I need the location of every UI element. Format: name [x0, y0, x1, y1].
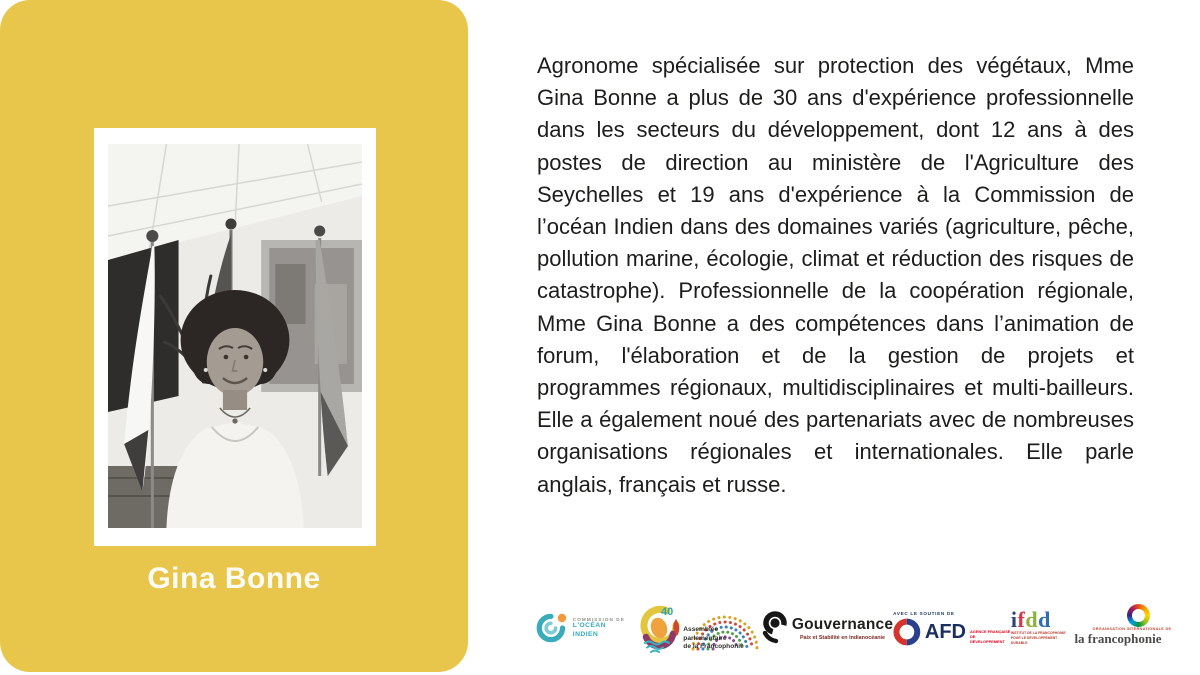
biography-text: Agronome spécialisée sur protection des végétaux, Mme Gina Bonne a plus de 30 ans d'expérience professionnelle dans les secteurs du développement, dont 12 ans à des postes de direction au ministère de l'Agriculture des Seychelles et 19 ans d'expérience à la Commission de l’océan Indien dans des domaines variés (agriculture, pêche, pollution marine, écologie, climat et réduction des risques de catastrophe). Professionnelle de la coopération régionale, Mme Gina Bonne a des compétences dans l’animation de forum, l'élaboration et de la gestion de projets et programmes régionaux, multidisciplinaires et multi-bailleurs. Elle a également noué des partenariats avec de nombreuses organisations régionales et internationales. Elle parle anglais, français et russe. [537, 53, 1134, 497]
profile-card [0, 0, 468, 672]
afd-support-text: AVEC LE SOUTIEN DE [893, 610, 955, 616]
coi-wordmark: COMMISSION DE L'OCÉAN INDIEN [572, 616, 625, 638]
ifdd-wordmark: ifdd [1010, 606, 1051, 632]
logo-afd [893, 611, 1011, 646]
logo-commission-ocean-indien [534, 611, 633, 645]
anniversary-40-icon [633, 602, 683, 654]
afd-ring-icon [893, 618, 921, 646]
coi-swirl-icon [534, 611, 568, 645]
logo-gouvernance [761, 609, 893, 647]
logo-ifdd [1010, 606, 1075, 646]
partner-logos [534, 598, 1172, 658]
francophonie-wordmark: ORGANISATION INTERNATIONALE DE la francophonie [1074, 627, 1172, 646]
francophonie-ring-icon [1127, 604, 1150, 627]
portrait-illustration [108, 144, 362, 528]
ifdd-subtitle: INSTITUT DE LA FRANCOPHONIE POUR LE DÉVELOPPEMENT DURABLE [1010, 631, 1066, 645]
portrait-frame [94, 128, 376, 546]
svg-text:40: 40 [661, 606, 674, 618]
afd-wordmark: AFD [924, 620, 966, 643]
afd-row [893, 618, 1011, 646]
logo-coi-40th-anniversary [633, 602, 683, 654]
gouvernance-wordmark: Gouvernance Paix et Stabilité en Indianocéanie [791, 615, 894, 641]
apf-wordmark: Assemblée parlementaire de la Francophonie [683, 626, 744, 651]
gouvernance-icon [761, 609, 788, 647]
member-name: Gina Bonne [147, 562, 321, 595]
afd-subtitle: AGENCE FRANÇAISE DE DÉVELOPPEMENT [969, 628, 1011, 645]
logo-assemblee-parlementaire [683, 601, 761, 655]
logo-francophonie [1074, 602, 1172, 654]
portrait-photo [108, 144, 362, 528]
